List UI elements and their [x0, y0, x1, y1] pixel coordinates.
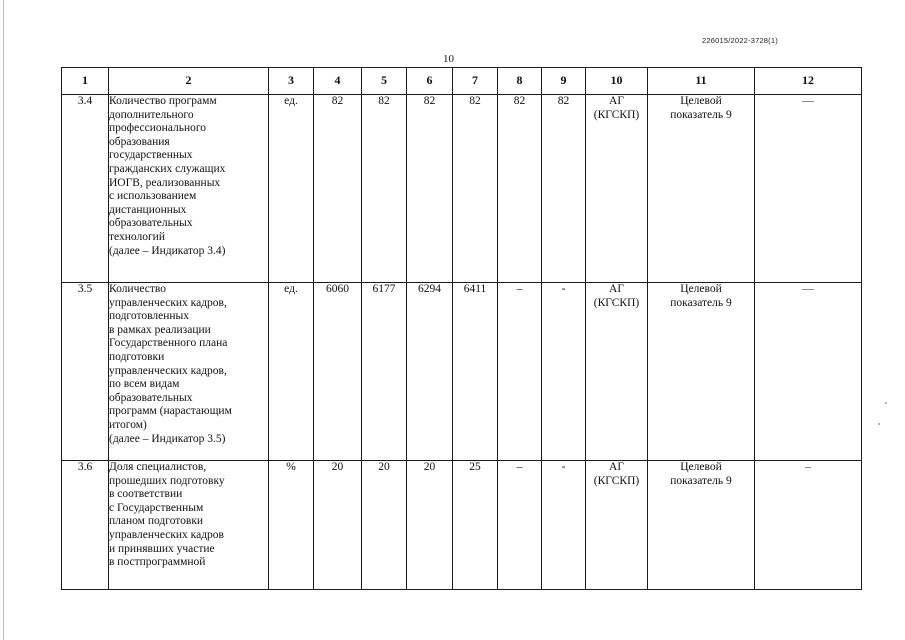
value-cell: 6060 [314, 283, 362, 461]
value-cell: - [542, 461, 586, 590]
table-row [62, 283, 862, 461]
executor-cell [586, 95, 648, 283]
header-cell: 2 [109, 68, 269, 95]
value-cell: 6411 [453, 283, 498, 461]
indicator-name-text: Доля специалистов, прошедших подготовку в соответствии с Государственным планом подготовки управленческих кадров и принявших участие в постпрограммной [109, 461, 225, 569]
value-cell: – [498, 283, 542, 461]
indicator-name-text: Количество управленческих кадров, подготовленных в рамках реализации Государственного плана подготовки управленческих кадров, по всем видам образовательных программ (нарастающим итогом) (далее – Индикатор 3.5) [109, 283, 232, 445]
value-cell: 25 [453, 461, 498, 590]
header-cell: 9 [542, 68, 586, 95]
header-cell: 12 [755, 68, 862, 95]
indicator-name [109, 283, 269, 461]
page-number: 10 [443, 53, 454, 65]
header-cell: 8 [498, 68, 542, 95]
unit-cell: ед. [269, 95, 314, 283]
value-cell: – [498, 461, 542, 590]
target-indicator-cell [648, 283, 755, 461]
executor-text: АГ (КГСКП) [593, 95, 640, 121]
header-cell: 1 [62, 68, 109, 95]
header-cell: 5 [362, 68, 407, 95]
value-cell: 6177 [362, 283, 407, 461]
header-cell: 10 [586, 68, 648, 95]
value-cell: 82 [314, 95, 362, 283]
indicator-name [109, 95, 269, 283]
target-indicator-text: Целевой показатель 9 [670, 95, 732, 121]
notes-cell: – [755, 461, 862, 590]
executor-text: АГ (КГСКП) [593, 283, 640, 309]
value-cell: 20 [362, 461, 407, 590]
header-cell: 6 [407, 68, 453, 95]
row-number: 3.6 [62, 461, 109, 590]
value-cell: 82 [362, 95, 407, 283]
unit-cell: ед. [269, 283, 314, 461]
value-cell: 82 [407, 95, 453, 283]
executor-cell [586, 461, 648, 590]
header-cell: 4 [314, 68, 362, 95]
scan-edge-line [3, 0, 4, 640]
document-id: 226015/2022-3728(1) [702, 36, 778, 45]
value-cell: 20 [407, 461, 453, 590]
table-row [62, 461, 862, 590]
row-number: 3.5 [62, 283, 109, 461]
scan-speck [885, 402, 887, 404]
value-cell: 20 [314, 461, 362, 590]
header-cell: 7 [453, 68, 498, 95]
value-cell: 82 [542, 95, 586, 283]
row-number: 3.4 [62, 95, 109, 283]
target-indicator-cell [648, 461, 755, 590]
value-cell: - [542, 283, 586, 461]
value-cell: 6294 [407, 283, 453, 461]
target-indicator-text: Целевой показатель 9 [670, 461, 732, 487]
indicator-name [109, 461, 269, 590]
header-row [62, 68, 862, 95]
value-cell: 82 [453, 95, 498, 283]
target-indicator-cell [648, 95, 755, 283]
indicator-name-text: Количество программ дополнительного профессионального образования государственных гражданских служащих ИОГВ, реализованных с использованием дистанционных образовательных технологий (далее – Индикатор 3.4) [109, 95, 226, 257]
indicators-table [61, 67, 862, 590]
executor-text: АГ (КГСКП) [593, 461, 640, 487]
header-cell: 3 [269, 68, 314, 95]
header-cell: 11 [648, 68, 755, 95]
scan-speck [878, 423, 880, 425]
target-indicator-text: Целевой показатель 9 [670, 283, 732, 309]
unit-cell: % [269, 461, 314, 590]
value-cell: 82 [498, 95, 542, 283]
notes-cell: — [755, 95, 862, 283]
notes-cell: — [755, 283, 862, 461]
executor-cell [586, 283, 648, 461]
table-row [62, 95, 862, 283]
